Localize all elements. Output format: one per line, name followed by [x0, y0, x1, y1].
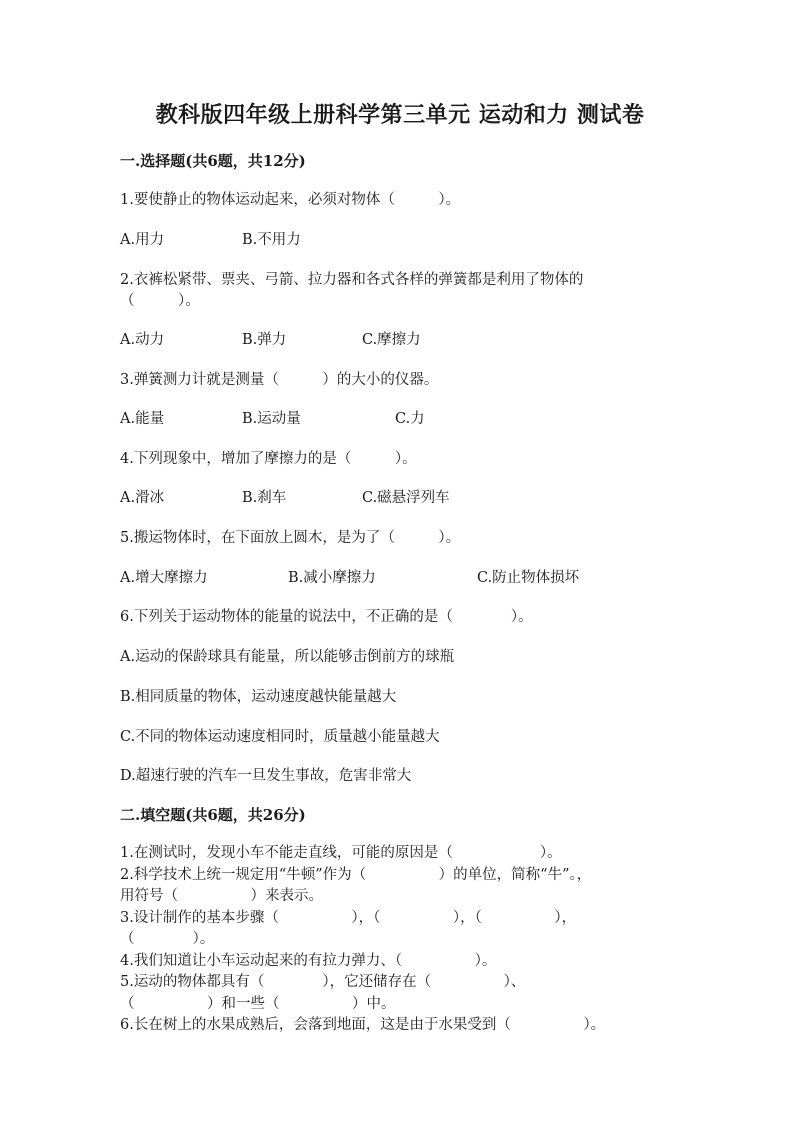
question-2-stem-line2: （ ）。: [120, 293, 200, 309]
option-c: C.摩擦力: [362, 332, 421, 348]
fill-line-9: 6.长在树上的水果成熟后，会落到地面，这是由于水果受到（ ）。: [120, 1017, 606, 1033]
option-b: B.减小摩擦力: [288, 570, 376, 586]
question-4-options: [120, 486, 720, 506]
question-1-options: [120, 228, 720, 248]
option-c: C.磁悬浮列车: [362, 490, 450, 506]
question-6-option-d: D.超速行驶的汽车一旦发生事故，危害非常大: [120, 768, 412, 784]
question-3-options: [120, 407, 720, 427]
option-a: A.滑冰: [120, 490, 165, 506]
fill-line-6: 4.我们知道让小车运动起来的有拉力弹力、（ ）。: [120, 952, 497, 969]
fill-line-5: （ ）。: [120, 931, 215, 947]
fill-line-1: 1.在测试时，发现小车不能走直线，可能的原因是（ ）。: [120, 845, 562, 861]
option-b: B.不用力: [242, 232, 301, 248]
option-c: C.防止物体损坏: [477, 570, 580, 586]
option-b: B.运动量: [242, 411, 301, 427]
option-c: C.力: [395, 411, 425, 427]
section-heading-fill-in: 二.填空题(共6题，共26分): [120, 806, 306, 824]
fill-line-8: （ ）和一些（ ）中。: [120, 995, 396, 1012]
fill-line-2: 2.科学技术上统一规定用“牛顿”作为（ ）的单位，简称“牛”。，: [120, 866, 592, 883]
section-heading-choice: 一.选择题(共6题，共12分): [120, 152, 306, 170]
question-1-stem: 1.要使静止的物体运动起来，必须对物体（ ）。: [120, 192, 461, 208]
fill-line-7: 5.运动的物体都具有（ ），它还储存在（ ）、: [120, 974, 526, 990]
question-6-option-c: C.不同的物体运动速度相同时，质量越小能量越大: [120, 729, 440, 745]
fill-line-3: 用符号（ ）来表示。: [120, 888, 323, 904]
option-a: A.动力: [120, 332, 165, 348]
option-a: A.用力: [120, 232, 165, 248]
question-6-option-a: A.运动的保龄球具有能量，所以能够击倒前方的球瓶: [120, 649, 455, 665]
question-2-stem-line1: 2.衣裤松紧带、票夹、弓箭、拉力器和各式各样的弹簧都是利用了物体的: [120, 272, 584, 288]
fill-in-questions: [120, 843, 680, 1037]
question-5-options: [120, 566, 720, 586]
question-5-stem: 5.搬运物体时，在下面放上圆木，是为了（ ）。: [120, 530, 461, 546]
option-a: A.能量: [120, 411, 165, 427]
question-3-stem: 3.弹簧测力计就是测量（ ）的大小的仪器。: [120, 372, 439, 388]
option-b: B.刹车: [242, 490, 287, 506]
option-a: A.增大摩擦力: [120, 570, 208, 586]
question-6-option-b: B.相同质量的物体，运动速度越快能量越大: [120, 689, 397, 705]
question-6-stem: 6.下列关于运动物体的能量的说法中，不正确的是（ ）。: [120, 609, 533, 625]
fill-line-4: 3.设计制作的基本步骤（ ），（ ），（ ），: [120, 909, 577, 926]
option-b: B.弹力: [242, 332, 287, 348]
page-title: 教科版四年级上册科学第三单元 运动和力 测试卷: [155, 102, 645, 128]
question-2-options: [120, 328, 720, 348]
question-4-stem: 4.下列现象中，增加了摩擦力的是（ ）。: [120, 451, 417, 467]
